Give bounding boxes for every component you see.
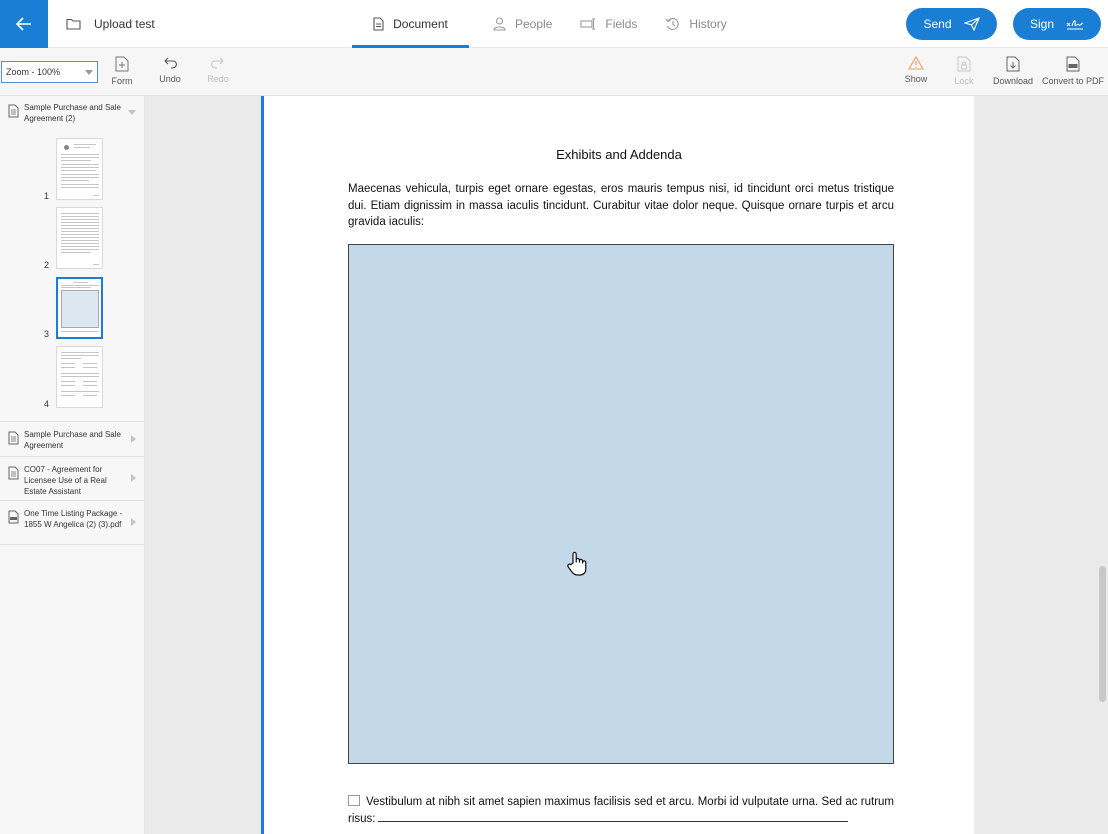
- page-thumbnail-1[interactable]: [56, 138, 103, 200]
- file-icon: [8, 104, 19, 118]
- sidebar-document-name: CO07 - Agreement for Licensee Use of a Real Estate Assistant: [24, 465, 107, 496]
- hand-cursor-icon: [566, 551, 588, 577]
- lock-label: Lock: [954, 76, 974, 86]
- sidebar-document-2[interactable]: [0, 423, 144, 457]
- tab-document[interactable]: [352, 0, 469, 48]
- convert-label: Convert to PDF: [1041, 76, 1105, 86]
- page-thumbnail-4[interactable]: [56, 346, 103, 408]
- undo-icon: [162, 56, 178, 70]
- tab-history-label: History: [689, 17, 727, 31]
- page-thumbnail-3[interactable]: [56, 277, 103, 339]
- redo-button[interactable]: [192, 56, 244, 90]
- back-button[interactable]: [0, 0, 48, 48]
- tab-people[interactable]: [481, 0, 564, 48]
- download-icon: [1006, 56, 1020, 72]
- chevron-down-icon: [128, 110, 136, 115]
- arrow-left-icon: [16, 17, 32, 31]
- page-number-4: 4: [44, 399, 50, 409]
- chevron-right-icon: [131, 435, 136, 443]
- sidebar-document-4[interactable]: [0, 502, 144, 544]
- top-bar: [0, 0, 1108, 48]
- add-form-icon: [115, 56, 129, 72]
- fields-icon: [580, 18, 596, 30]
- sidebar-document-1[interactable]: [0, 96, 144, 132]
- form-button[interactable]: [96, 56, 148, 90]
- zoom-select[interactable]: [1, 61, 98, 83]
- lock-button[interactable]: [938, 56, 990, 90]
- redo-label: Redo: [207, 74, 229, 84]
- page-paragraph: Maecenas vehicula, turpis eget ornare egestas, eros mauris tempus nisi, id tincidunt orci metus tristique dui. Etiam dignissim in massa iaculis tincidunt. Curabitur vitae dolor neque. Quisque ornare turpis et arcu gravida iaculis:: [348, 183, 894, 228]
- undo-label: Undo: [159, 74, 181, 84]
- paper-plane-icon: [964, 17, 980, 31]
- checkbox[interactable]: [348, 795, 360, 806]
- page-thumbnail-2[interactable]: [56, 207, 103, 269]
- page-heading: Exhibits and Addenda: [556, 147, 682, 162]
- main-tabs: [352, 0, 739, 48]
- signature-icon: [1066, 17, 1084, 31]
- chevron-right-icon: [131, 518, 136, 526]
- page-number-3: 3: [44, 329, 50, 339]
- form-label: Form: [111, 76, 133, 86]
- bottom-paragraph: Vestibulum at nibh sit amet sapien maximus facilisis sed et arcu. Morbi id vulputate urna. Sed ac rutrum risus:: [348, 796, 894, 825]
- person-icon: [493, 17, 506, 31]
- document-title: Upload test: [94, 17, 155, 31]
- sidebar-document-name: One Time Listing Package - 1855 W Angelica (2) (3).pdf: [24, 509, 123, 529]
- page-number-1: 1: [44, 191, 50, 201]
- divider: [0, 500, 144, 501]
- pdf-file-icon: [8, 510, 19, 524]
- convert-to-pdf-button[interactable]: [1041, 56, 1105, 90]
- sidebar-document-3[interactable]: [0, 458, 144, 500]
- lock-icon: [957, 56, 971, 72]
- zoom-value: Zoom - 100%: [6, 67, 61, 77]
- document-title-area: [66, 14, 155, 34]
- document-sidebar: [0, 96, 145, 834]
- sidebar-document-name: Sample Purchase and Sale Agreement (2): [24, 103, 121, 123]
- document-viewer: [145, 96, 1108, 834]
- tab-fields[interactable]: [568, 0, 649, 48]
- show-label: Show: [904, 74, 928, 84]
- divider: [0, 544, 144, 545]
- history-icon: [665, 17, 680, 31]
- chevron-down-icon: [85, 70, 93, 75]
- tab-document-label: Document: [393, 17, 448, 31]
- sidebar-document-name: Sample Purchase and Sale Agreement: [24, 430, 121, 450]
- pdf-icon: [1066, 56, 1080, 72]
- document-icon: [373, 17, 384, 31]
- sign-button[interactable]: [1013, 8, 1101, 40]
- send-button-label: Send: [923, 17, 952, 31]
- exhibit-text-field[interactable]: [348, 244, 894, 764]
- show-button[interactable]: [890, 56, 942, 90]
- send-button[interactable]: [906, 8, 997, 40]
- tab-history[interactable]: [653, 0, 738, 48]
- answer-line[interactable]: [378, 812, 848, 822]
- redo-icon: [210, 56, 226, 70]
- tab-fields-label: Fields: [605, 17, 638, 31]
- download-label: Download: [992, 76, 1034, 86]
- download-button[interactable]: [987, 56, 1039, 90]
- warning-icon: [908, 56, 924, 70]
- divider: [0, 456, 144, 457]
- toolbar: [0, 48, 1108, 96]
- chevron-right-icon: [131, 474, 136, 482]
- file-icon: [8, 431, 19, 445]
- document-page: [261, 96, 974, 834]
- vertical-scrollbar[interactable]: [1099, 566, 1106, 702]
- sign-button-label: Sign: [1029, 17, 1055, 31]
- undo-button[interactable]: [144, 56, 196, 90]
- file-icon: [8, 466, 19, 480]
- folder-icon: [66, 18, 81, 30]
- tab-people-label: People: [515, 17, 553, 31]
- page-number-2: 2: [44, 260, 50, 270]
- divider: [0, 421, 144, 422]
- page-bottom-text: [348, 794, 894, 827]
